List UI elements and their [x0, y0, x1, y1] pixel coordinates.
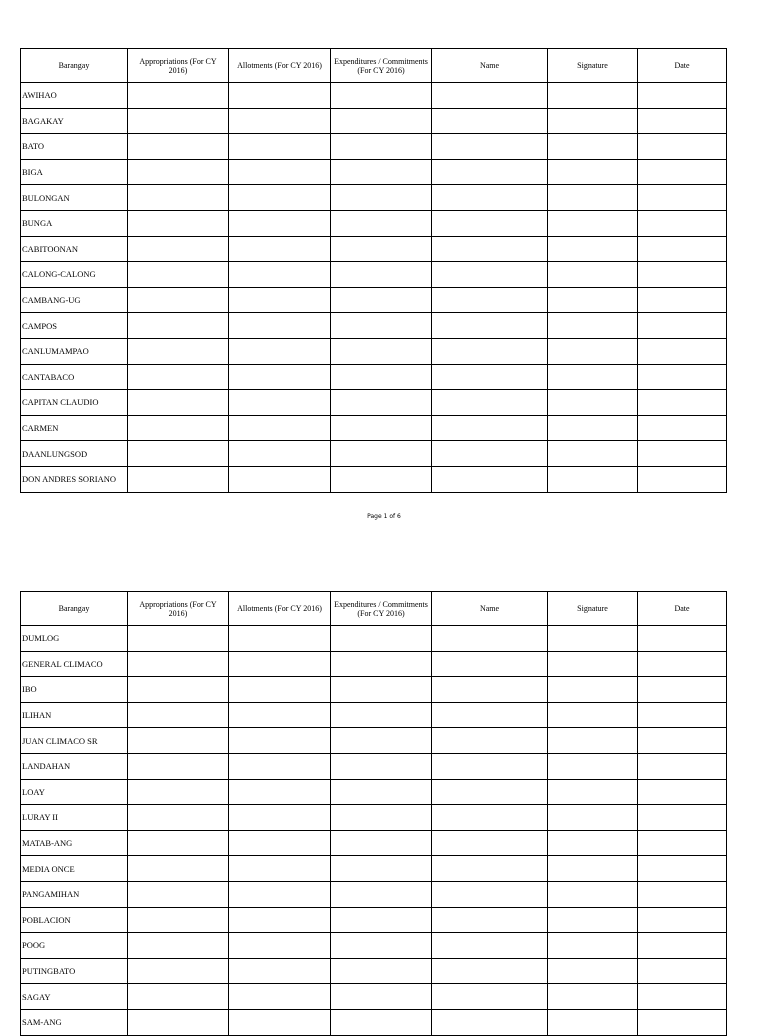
name-cell[interactable]	[432, 1009, 548, 1035]
allotments-cell[interactable]	[229, 753, 331, 779]
name-cell[interactable]	[432, 881, 548, 907]
allotments-cell[interactable]	[229, 466, 331, 492]
barangay-name-cell: CAMBANG-UG	[21, 287, 128, 313]
name-cell[interactable]	[432, 108, 548, 134]
date-cell[interactable]	[638, 466, 727, 492]
appropriations-cell[interactable]	[128, 856, 229, 882]
barangay-name-cell: POOG	[21, 933, 128, 959]
table-row	[21, 907, 727, 933]
table-body	[21, 83, 727, 493]
expenditures-cell[interactable]	[331, 313, 432, 339]
table-row	[21, 338, 727, 364]
signature-cell[interactable]	[548, 185, 638, 211]
table-row	[21, 651, 727, 677]
allotments-cell[interactable]	[229, 441, 331, 467]
appropriations-cell[interactable]	[128, 364, 229, 390]
signature-cell[interactable]	[548, 338, 638, 364]
barangay-name-cell: BIGA	[21, 159, 128, 185]
table-row	[21, 856, 727, 882]
expenditures-cell[interactable]	[331, 907, 432, 933]
appropriations-cell[interactable]	[128, 933, 229, 959]
header-date: Date	[638, 592, 727, 626]
expenditures-cell[interactable]	[331, 210, 432, 236]
name-cell[interactable]	[432, 313, 548, 339]
barangay-name-cell: AWIHAO	[21, 83, 128, 109]
expenditures-cell[interactable]	[331, 134, 432, 160]
allotments-cell[interactable]	[229, 881, 331, 907]
barangay-name-cell: BAGAKAY	[21, 108, 128, 134]
allotments-cell[interactable]	[229, 933, 331, 959]
appropriations-cell[interactable]	[128, 702, 229, 728]
name-cell[interactable]	[432, 702, 548, 728]
allotments-cell[interactable]	[229, 262, 331, 288]
allotments-cell[interactable]	[229, 907, 331, 933]
appropriations-cell[interactable]	[128, 210, 229, 236]
expenditures-cell[interactable]	[331, 262, 432, 288]
name-cell[interactable]	[432, 415, 548, 441]
allotments-cell[interactable]	[229, 626, 331, 652]
date-cell[interactable]	[638, 753, 727, 779]
appropriations-cell[interactable]	[128, 728, 229, 754]
expenditures-cell[interactable]	[331, 933, 432, 959]
table-row	[21, 415, 727, 441]
appropriations-cell[interactable]	[128, 753, 229, 779]
name-cell[interactable]	[432, 441, 548, 467]
header-appropriations: Appropriations (For CY 2016)	[128, 592, 229, 626]
signature-cell[interactable]	[548, 134, 638, 160]
name-cell[interactable]	[432, 364, 548, 390]
table-row	[21, 1009, 727, 1035]
name-cell[interactable]	[432, 805, 548, 831]
allotments-cell[interactable]	[229, 415, 331, 441]
barangay-name-cell: JUAN CLIMACO SR	[21, 728, 128, 754]
name-cell[interactable]	[432, 210, 548, 236]
date-cell[interactable]	[638, 415, 727, 441]
table-row	[21, 262, 727, 288]
name-cell[interactable]	[432, 907, 548, 933]
table-row	[21, 441, 727, 467]
signature-cell[interactable]	[548, 728, 638, 754]
signature-cell[interactable]	[548, 702, 638, 728]
date-cell[interactable]	[638, 390, 727, 416]
signature-cell[interactable]	[548, 805, 638, 831]
name-cell[interactable]	[432, 134, 548, 160]
name-cell[interactable]	[432, 856, 548, 882]
header-row	[21, 49, 727, 83]
name-cell[interactable]	[432, 728, 548, 754]
date-cell[interactable]	[638, 441, 727, 467]
barangay-name-cell: CANTABACO	[21, 364, 128, 390]
table-row	[21, 677, 727, 703]
appropriations-cell[interactable]	[128, 390, 229, 416]
table-row	[21, 933, 727, 959]
expenditures-cell[interactable]	[331, 159, 432, 185]
allotments-cell[interactable]	[229, 390, 331, 416]
name-cell[interactable]	[432, 236, 548, 262]
signature-cell[interactable]	[548, 313, 638, 339]
signature-cell[interactable]	[548, 287, 638, 313]
allotments-cell[interactable]	[229, 1009, 331, 1035]
header-name: Name	[432, 592, 548, 626]
barangay-table	[20, 591, 727, 1036]
table-row	[21, 779, 727, 805]
name-cell[interactable]	[432, 262, 548, 288]
expenditures-cell[interactable]	[331, 338, 432, 364]
signature-cell[interactable]	[548, 677, 638, 703]
allotments-cell[interactable]	[229, 159, 331, 185]
allotments-cell[interactable]	[229, 779, 331, 805]
appropriations-cell[interactable]	[128, 805, 229, 831]
expenditures-cell[interactable]	[331, 83, 432, 109]
date-cell[interactable]	[638, 958, 727, 984]
allotments-cell[interactable]	[229, 702, 331, 728]
appropriations-cell[interactable]	[128, 830, 229, 856]
appropriations-cell[interactable]	[128, 159, 229, 185]
date-cell[interactable]	[638, 856, 727, 882]
signature-cell[interactable]	[548, 933, 638, 959]
header-row	[21, 592, 727, 626]
name-cell[interactable]	[432, 287, 548, 313]
appropriations-cell[interactable]	[128, 677, 229, 703]
table-row	[21, 287, 727, 313]
expenditures-cell[interactable]	[331, 1009, 432, 1035]
date-cell[interactable]	[638, 313, 727, 339]
barangay-name-cell: SAGAY	[21, 984, 128, 1010]
appropriations-cell[interactable]	[128, 441, 229, 467]
signature-cell[interactable]	[548, 236, 638, 262]
header-expenditures: Expenditures / Commitments (For CY 2016)	[331, 49, 432, 83]
barangay-name-cell: SAM-ANG	[21, 1009, 128, 1035]
table-row	[21, 881, 727, 907]
signature-cell[interactable]	[548, 779, 638, 805]
signature-cell[interactable]	[548, 856, 638, 882]
table-row	[21, 159, 727, 185]
table-row	[21, 134, 727, 160]
signature-cell[interactable]	[548, 881, 638, 907]
appropriations-cell[interactable]	[128, 651, 229, 677]
barangay-name-cell: PANGAMIHAN	[21, 881, 128, 907]
expenditures-cell[interactable]	[331, 390, 432, 416]
table-row	[21, 83, 727, 109]
expenditures-cell[interactable]	[331, 441, 432, 467]
appropriations-cell[interactable]	[128, 236, 229, 262]
table-row	[21, 236, 727, 262]
name-cell[interactable]	[432, 466, 548, 492]
expenditures-cell[interactable]	[331, 702, 432, 728]
appropriations-cell[interactable]	[128, 881, 229, 907]
signature-cell[interactable]	[548, 907, 638, 933]
date-cell[interactable]	[638, 728, 727, 754]
appropriations-cell[interactable]	[128, 313, 229, 339]
appropriations-cell[interactable]	[128, 958, 229, 984]
expenditures-cell[interactable]	[331, 364, 432, 390]
header-allotments: Allotments (For CY 2016)	[229, 592, 331, 626]
table-row	[21, 466, 727, 492]
name-cell[interactable]	[432, 958, 548, 984]
name-cell[interactable]	[432, 984, 548, 1010]
date-cell[interactable]	[638, 236, 727, 262]
appropriations-cell[interactable]	[128, 262, 229, 288]
date-cell[interactable]	[638, 805, 727, 831]
barangay-name-cell: ILIHAN	[21, 702, 128, 728]
allotments-cell[interactable]	[229, 313, 331, 339]
allotments-cell[interactable]	[229, 651, 331, 677]
barangay-name-cell: BULONGAN	[21, 185, 128, 211]
allotments-cell[interactable]	[229, 210, 331, 236]
date-cell[interactable]	[638, 108, 727, 134]
signature-cell[interactable]	[548, 651, 638, 677]
appropriations-cell[interactable]	[128, 779, 229, 805]
appropriations-cell[interactable]	[128, 907, 229, 933]
allotments-cell[interactable]	[229, 728, 331, 754]
barangay-name-cell: LOAY	[21, 779, 128, 805]
table-row	[21, 753, 727, 779]
date-cell[interactable]	[638, 651, 727, 677]
table-row	[21, 958, 727, 984]
date-cell[interactable]	[638, 262, 727, 288]
barangay-name-cell: DAANLUNGSOD	[21, 441, 128, 467]
allotments-cell[interactable]	[229, 338, 331, 364]
barangay-name-cell: LURAY II	[21, 805, 128, 831]
header-barangay: Barangay	[21, 592, 128, 626]
allotments-cell[interactable]	[229, 805, 331, 831]
name-cell[interactable]	[432, 753, 548, 779]
appropriations-cell[interactable]	[128, 1009, 229, 1035]
appropriations-cell[interactable]	[128, 185, 229, 211]
signature-cell[interactable]	[548, 415, 638, 441]
signature-cell[interactable]	[548, 753, 638, 779]
expenditures-cell[interactable]	[331, 984, 432, 1010]
name-cell[interactable]	[432, 83, 548, 109]
table-row	[21, 626, 727, 652]
date-cell[interactable]	[638, 364, 727, 390]
signature-cell[interactable]	[548, 262, 638, 288]
date-cell[interactable]	[638, 984, 727, 1010]
barangay-name-cell: CARMEN	[21, 415, 128, 441]
barangay-name-cell: CAPITAN CLAUDIO	[21, 390, 128, 416]
table-row	[21, 390, 727, 416]
date-cell[interactable]	[638, 677, 727, 703]
barangay-table-page-1	[20, 48, 726, 493]
page-number-label: Page 1 of 6	[367, 513, 401, 520]
date-cell[interactable]	[638, 933, 727, 959]
allotments-cell[interactable]	[229, 236, 331, 262]
date-cell[interactable]	[638, 338, 727, 364]
signature-cell[interactable]	[548, 958, 638, 984]
date-cell[interactable]	[638, 83, 727, 109]
header-barangay: Barangay	[21, 49, 128, 83]
header-date: Date	[638, 49, 727, 83]
name-cell[interactable]	[432, 159, 548, 185]
expenditures-cell[interactable]	[331, 753, 432, 779]
signature-cell[interactable]	[548, 390, 638, 416]
header-allotments: Allotments (For CY 2016)	[229, 49, 331, 83]
name-cell[interactable]	[432, 390, 548, 416]
date-cell[interactable]	[638, 626, 727, 652]
expenditures-cell[interactable]	[331, 881, 432, 907]
date-cell[interactable]	[638, 702, 727, 728]
barangay-name-cell: DON ANDRES SORIANO	[21, 466, 128, 492]
appropriations-cell[interactable]	[128, 338, 229, 364]
name-cell[interactable]	[432, 338, 548, 364]
name-cell[interactable]	[432, 677, 548, 703]
barangay-name-cell: CABITOONAN	[21, 236, 128, 262]
signature-cell[interactable]	[548, 159, 638, 185]
barangay-table-page-2	[20, 591, 726, 1036]
appropriations-cell[interactable]	[128, 415, 229, 441]
allotments-cell[interactable]	[229, 134, 331, 160]
appropriations-cell[interactable]	[128, 134, 229, 160]
table-row	[21, 313, 727, 339]
expenditures-cell[interactable]	[331, 108, 432, 134]
expenditures-cell[interactable]	[331, 805, 432, 831]
header-signature: Signature	[548, 592, 638, 626]
date-cell[interactable]	[638, 185, 727, 211]
allotments-cell[interactable]	[229, 856, 331, 882]
allotments-cell[interactable]	[229, 984, 331, 1010]
expenditures-cell[interactable]	[331, 830, 432, 856]
date-cell[interactable]	[638, 907, 727, 933]
appropriations-cell[interactable]	[128, 466, 229, 492]
barangay-table	[20, 48, 727, 493]
signature-cell[interactable]	[548, 210, 638, 236]
expenditures-cell[interactable]	[331, 236, 432, 262]
table-row	[21, 984, 727, 1010]
date-cell[interactable]	[638, 287, 727, 313]
table-row	[21, 210, 727, 236]
appropriations-cell[interactable]	[128, 108, 229, 134]
barangay-name-cell: BATO	[21, 134, 128, 160]
signature-cell[interactable]	[548, 364, 638, 390]
expenditures-cell[interactable]	[331, 415, 432, 441]
expenditures-cell[interactable]	[331, 185, 432, 211]
allotments-cell[interactable]	[229, 364, 331, 390]
barangay-name-cell: DUMLOG	[21, 626, 128, 652]
barangay-name-cell: IBO	[21, 677, 128, 703]
expenditures-cell[interactable]	[331, 958, 432, 984]
table-row	[21, 728, 727, 754]
expenditures-cell[interactable]	[331, 651, 432, 677]
expenditures-cell[interactable]	[331, 728, 432, 754]
expenditures-cell[interactable]	[331, 677, 432, 703]
allotments-cell[interactable]	[229, 185, 331, 211]
header-signature: Signature	[548, 49, 638, 83]
header-appropriations: Appropriations (For CY 2016)	[128, 49, 229, 83]
name-cell[interactable]	[432, 830, 548, 856]
allotments-cell[interactable]	[229, 108, 331, 134]
signature-cell[interactable]	[548, 626, 638, 652]
barangay-name-cell: CANLUMAMPAO	[21, 338, 128, 364]
barangay-name-cell: CALONG-CALONG	[21, 262, 128, 288]
allotments-cell[interactable]	[229, 83, 331, 109]
expenditures-cell[interactable]	[331, 856, 432, 882]
name-cell[interactable]	[432, 185, 548, 211]
header-expenditures: Expenditures / Commitments (For CY 2016)	[331, 592, 432, 626]
barangay-name-cell: MEDIA ONCE	[21, 856, 128, 882]
allotments-cell[interactable]	[229, 830, 331, 856]
date-cell[interactable]	[638, 210, 727, 236]
barangay-name-cell: BUNGA	[21, 210, 128, 236]
barangay-name-cell: CAMPOS	[21, 313, 128, 339]
appropriations-cell[interactable]	[128, 626, 229, 652]
table-row	[21, 185, 727, 211]
date-cell[interactable]	[638, 881, 727, 907]
date-cell[interactable]	[638, 134, 727, 160]
expenditures-cell[interactable]	[331, 626, 432, 652]
barangay-name-cell: LANDAHAN	[21, 753, 128, 779]
header-name: Name	[432, 49, 548, 83]
signature-cell[interactable]	[548, 108, 638, 134]
name-cell[interactable]	[432, 651, 548, 677]
signature-cell[interactable]	[548, 83, 638, 109]
expenditures-cell[interactable]	[331, 287, 432, 313]
allotments-cell[interactable]	[229, 677, 331, 703]
name-cell[interactable]	[432, 626, 548, 652]
signature-cell[interactable]	[548, 984, 638, 1010]
signature-cell[interactable]	[548, 1009, 638, 1035]
barangay-name-cell: MATAB-ANG	[21, 830, 128, 856]
barangay-name-cell: PUTINGBATO	[21, 958, 128, 984]
name-cell[interactable]	[432, 779, 548, 805]
date-cell[interactable]	[638, 830, 727, 856]
appropriations-cell[interactable]	[128, 287, 229, 313]
signature-cell[interactable]	[548, 441, 638, 467]
expenditures-cell[interactable]	[331, 466, 432, 492]
signature-cell[interactable]	[548, 466, 638, 492]
barangay-name-cell: POBLACION	[21, 907, 128, 933]
allotments-cell[interactable]	[229, 958, 331, 984]
table-row	[21, 830, 727, 856]
barangay-name-cell: GENERAL CLIMACO	[21, 651, 128, 677]
name-cell[interactable]	[432, 933, 548, 959]
table-row	[21, 805, 727, 831]
table-body	[21, 626, 727, 1036]
allotments-cell[interactable]	[229, 287, 331, 313]
expenditures-cell[interactable]	[331, 779, 432, 805]
date-cell[interactable]	[638, 159, 727, 185]
table-row	[21, 108, 727, 134]
table-row	[21, 364, 727, 390]
table-row	[21, 702, 727, 728]
signature-cell[interactable]	[548, 830, 638, 856]
date-cell[interactable]	[638, 779, 727, 805]
appropriations-cell[interactable]	[128, 83, 229, 109]
date-cell[interactable]	[638, 1009, 727, 1035]
appropriations-cell[interactable]	[128, 984, 229, 1010]
